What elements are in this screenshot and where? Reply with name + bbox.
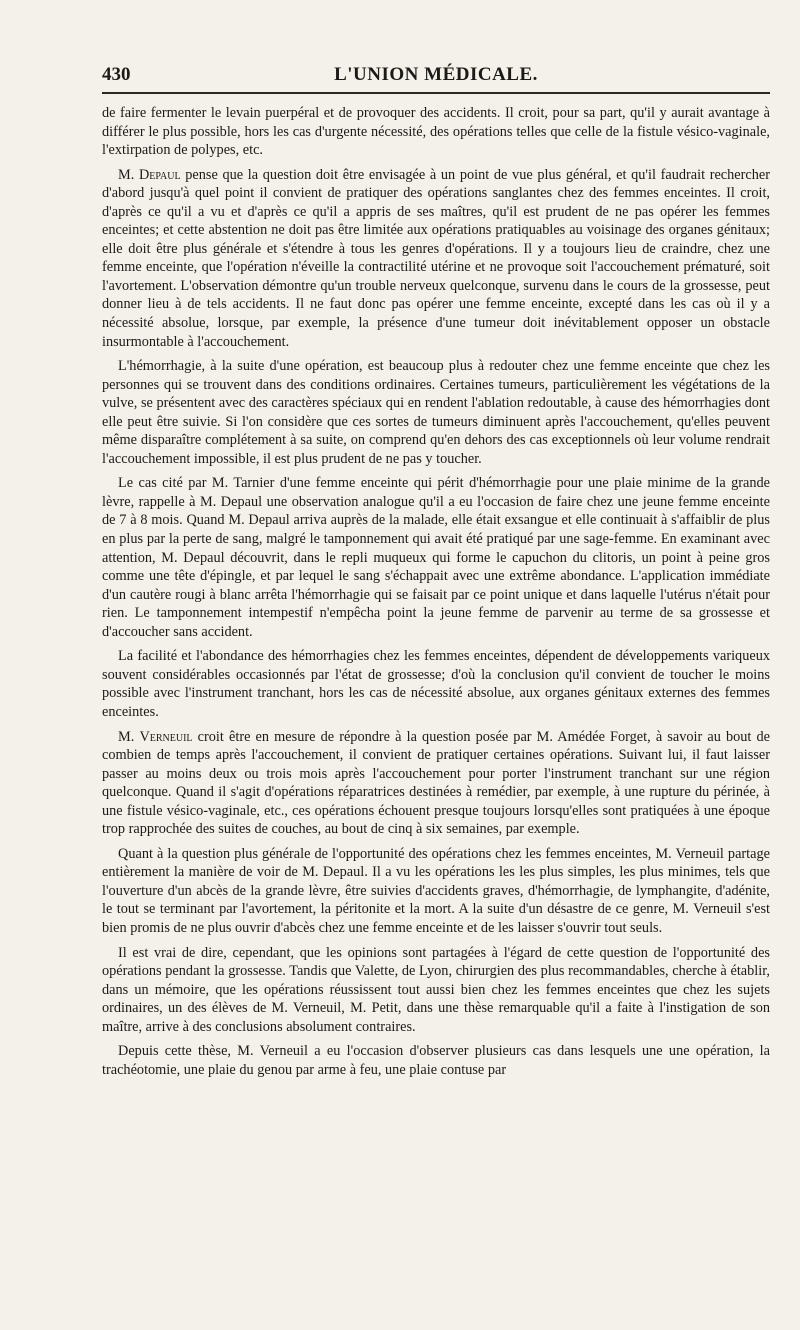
speaker-name: Depaul xyxy=(138,166,181,183)
page-number: 430 xyxy=(102,64,131,85)
paragraph xyxy=(102,647,770,721)
paragraph-text: La facilité et l'abondance des hémorrhagies chez les femmes enceintes, dépendent de développements variqueux souvent considérables occasionnés par l'état de grossesse; d'où la conclusion qu'il convient de toucher le moins possible avec l'instrument tranchant, hors les cas de nécessité absolue, aux organes génitaux externes des femmes enceintes. xyxy=(102,648,770,720)
paragraph xyxy=(102,474,770,641)
paragraph xyxy=(102,1042,770,1079)
paragraph-text: Depuis cette thèse, M. Verneuil a eu l'occasion d'observer plusieurs cas dans lesquels une une opération, la trachéotomie, une plaie du genou par arme à feu, une plaie contuse par xyxy=(102,1043,770,1078)
paragraph-text: pense que la question doit être envisagée à un point de vue plus général, et qu'il faudrait rechercher d'abord jusqu'à quel point il convient de pratiquer des opérations sanglantes chez des femmes enceintes. Il croit, d'après ce qu'il a vu et d'après ce qu'il a appris de ses maîtres, qu'il est prudent de ne pas opérer les femmes enceintes; et cette abstention ne doit pas être limitée aux opérations pratiquables au voisinage des organes génitaux; elle doit être plus générale et s'étendre à tous les genres d'opérations. Il y a toujours lieu de craindre, chez une femme enceinte, que l'opération n'éveille la contractilité utérine et ne provoque soit l'accouchement prématuré, soit l'avortement. L'observation démontre qu'un trouble nerveux quelconque, survenu dans le cours de la grossesse, peut donner lieu à de tels accidents. Il ne faut donc pas opérer une femme enceinte, excepté dans les cas où il y a nécessité absolue, lorsque, par exemple, la présence d'une tumeur doit inévitablement opposer un obstacle insurmontable à l'accouchement. xyxy=(102,166,771,350)
paragraph-text: L'hémorrhagie, à la suite d'une opération, est beaucoup plus à redouter chez une femme enceinte que chez les personnes qui se trouvent dans des conditions ordinaires. Certaines tumeurs, particulièrement les végétations de la vulve, se présentent avec des caractères spéciaux qui en rendent l'ablation redoutable, à cause des hémorrhagies dont elle peut être suivie. Si l'on considère que ces sortes de tumeurs diminuent après l'accouchement, qu'elles peuvent même disparaître complétement à sa suite, on comprend qu'en dehors des cas exceptionnels où leur volume rendrait l'accouchement impossible, il est plus prudent de ne pas y toucher. xyxy=(102,358,770,467)
journal-title: L'UNION MÉDICALE. xyxy=(334,64,538,85)
running-header xyxy=(102,62,770,94)
paragraph-text: croit être en mesure de répondre à la question posée par M. Amédée Forget, à savoir au bout de combien de temps après l'accouchement, il convient de pratiquer certaines opérations. Suivant lui, il faut laisser passer au moins deux ou trois mois après l'accouchement pour porter l'instrument tranchant sur une région quelconque. Quand il s'agit d'opérations réparatrices destinées à remédier, par exemple, à une rupture du périnée, à une fistule vésico-vaginale, etc., ces opérations échouent presque toujours lorsqu'elles sont pratiquées à une époque trop rapprochée des suites de couches, au bout de cinq à six semaines, par exemple. xyxy=(102,728,771,838)
paragraph xyxy=(102,357,770,468)
paragraph-text: Il est vrai de dire, cependant, que les opinions sont partagées à l'égard de cette question de l'opportunité des opérations pendant la grossesse. Tandis que Valette, de Lyon, chirurgien des plus recommandables, cherche à établir, dans un mémoire, que les opérations réussissent tout aussi bien chez les femmes enceintes que chez les sujets ordinaires, un des élèves de M. Verneuil, M. Petit, dans une thèse remarquable qu'il a faite à l'instigation de son maître, arrive à des conclusions absolument contraires. xyxy=(102,944,770,1035)
paragraph xyxy=(102,728,770,839)
speaker-prefix: M. xyxy=(118,728,135,745)
article-body xyxy=(102,104,770,1079)
paragraph-text: de faire fermenter le levain puerpéral et de provoquer des accidents. Il croit, pour sa part, qu'il y aurait avantage à différer le plus possible, hors les cas d'urgente nécessité, des opérations telles que celle de la fistule vésico-vaginale, l'extirpation de polypes, etc. xyxy=(102,105,770,159)
paragraph-text: Quant à la question plus générale de l'opportunité des opérations chez les femmes enceintes, M. Verneuil partage entièrement la manière de voir de M. Depaul. Il a vu les opérations les les plus simples, les plus minimes, tels que l'ouverture d'un abcès de la grande lèvre, être suivies d'accidents graves, d'hémorrhagie, de lymphangite, d'adénite, le tout se terminant par l'avortement, la péritonite et la mort. A la suite d'un désastre de ce genre, M. Verneuil s'est bien promis de ne plus ouvrir d'abcès chez une femme enceinte et de les laisser s'ouvrir tout seuls. xyxy=(102,845,770,936)
paragraph xyxy=(102,845,770,938)
speaker-prefix: M. xyxy=(118,166,135,183)
paragraph-text: Le cas cité par M. Tarnier d'une femme enceinte qui périt d'hémorrhagie pour une plaie minime de la grande lèvre, rappelle à M. Depaul une observation analogue qu'il a eu l'occasion de faire chez une jeune femme enceinte de 7 à 8 mois. Quand M. Depaul arriva auprès de la malade, elle était exsangue et elle continuait à s'affaiblir de plus en plus par la perte de sang, malgré le tamponnement qui avait été pratiqué par une sage-femme. En examinant avec attention, M. Depaul découvrit, dans le repli muqueux qui forme le capuchon du clitoris, un point à peine gros comme une tête d'épingle, et par lequel le sang s'échappait avec une extrême abondance. L'application immédiate d'un cautère rougi à blanc arrêta l'hémorrhagie qui se faisait par ce point unique et dans laquelle l'utérus n'était pour rien. Le tamponnement intempestif n'empêcha point la jeune femme de parvenir au terme de sa grossesse et d'accoucher sans accident. xyxy=(102,475,770,640)
speaker-name: Verneuil xyxy=(139,728,193,745)
paragraph xyxy=(102,104,770,160)
paragraph xyxy=(102,944,770,1037)
paragraph xyxy=(102,166,770,351)
